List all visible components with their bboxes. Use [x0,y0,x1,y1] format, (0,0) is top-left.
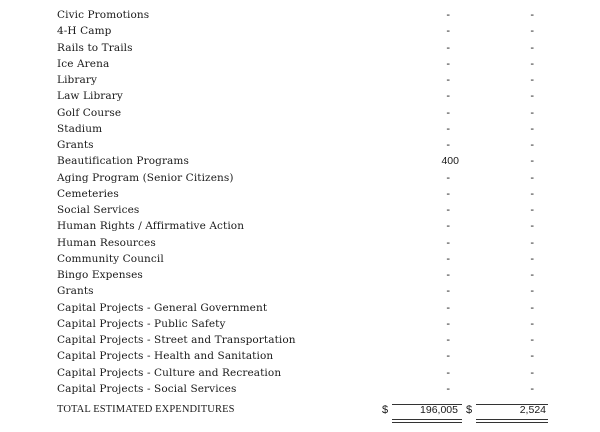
line-item-value-col2: - [530,285,534,298]
line-item-value-col2: - [530,350,534,363]
line-item-value-col1: - [446,236,450,249]
line-item-label: Capital Projects - Health and Sanitation [57,350,274,363]
line-item-value-col1: - [446,9,450,21]
line-item-value-col1: - [446,204,450,216]
line-item-value-col1: - [446,106,450,119]
line-item-value-col2: - [530,122,534,135]
table-row [0,300,600,316]
total-label: TOTAL ESTIMATED EXPENDITURES [57,404,235,415]
table-row [0,332,600,348]
table-row [0,267,600,283]
line-item-label: Library [57,74,97,86]
line-item-value-col2: - [530,9,534,21]
line-item-value-col1: - [446,187,450,200]
table-row [0,105,600,121]
line-item-value-col2: - [530,334,534,346]
line-item-label: Capital Projects - Culture and Recreation [57,366,282,379]
table-row [0,170,600,186]
line-item-value-col2: - [530,366,534,379]
line-item-value-col1: - [446,366,450,379]
line-item-value-col1: - [446,350,450,363]
line-item-label: Human Resources [57,236,156,249]
line-item-value-col1: - [446,57,450,70]
total-double-rule-col1 [392,419,462,423]
table-row [0,365,600,381]
table-row [0,283,600,299]
line-item-label: Capital Projects - Public Safety [57,317,226,330]
line-item-label: Capital Projects - Street and Transportation [57,334,296,346]
line-item-label: Law Library [57,90,123,103]
line-item-value-col1: - [446,41,450,54]
line-item-value-col2: - [530,252,534,265]
line-item-label: Social Services [57,204,140,216]
line-item-label: Civic Promotions [57,9,150,21]
table-row [0,235,600,251]
line-item-value-col1: - [446,301,450,314]
table-row [0,381,600,397]
line-item-value-col1: - [446,90,450,103]
table-row [0,88,600,104]
line-item-label: Human Rights / Affirmative Action [57,220,245,233]
line-item-value-col2: - [530,74,534,86]
table-row [0,7,600,23]
line-item-value-col2: - [530,155,534,168]
line-item-label: Ice Arena [57,57,110,70]
total-row [0,402,600,418]
table-row [0,348,600,364]
line-item-label: Capital Projects - General Government [57,301,268,314]
table-row [0,56,600,72]
line-item-value-col2: - [530,204,534,216]
line-item-label: Aging Program (Senior Citizens) [57,171,234,184]
line-item-label: Capital Projects - Social Services [57,382,237,395]
line-item-value-col2: - [530,187,534,200]
line-item-value-col1: - [446,25,450,38]
line-item-value-col2: - [530,382,534,395]
line-item-value-col2: - [530,106,534,119]
total-currency-col2: $ [466,404,473,416]
line-item-value-col1: - [446,74,450,86]
line-item-value-col1: - [446,269,450,281]
line-item-value-col1: - [446,122,450,135]
table-row [0,23,600,39]
table-row [0,137,600,153]
line-item-value-col1: - [446,317,450,330]
line-item-label: Cemeteries [57,187,119,200]
line-item-value-col1: - [446,285,450,298]
line-item-label: Stadium [57,122,103,135]
line-item-value-col1: - [446,382,450,395]
table-row [0,121,600,137]
line-item-value-col2: - [530,269,534,281]
line-item-value-col1: - [446,220,450,233]
total-value-col2: 2,524 [519,404,546,416]
total-value-col1: 196,005 [420,404,458,416]
total-double-rule-col2 [476,419,548,423]
line-item-label: Beautification Programs [57,155,189,168]
table-row [0,202,600,218]
line-item-value-col1: - [446,171,450,184]
table-row [0,251,600,267]
table-row [0,316,600,332]
line-item-value-col2: - [530,90,534,103]
line-item-value-col1: - [446,139,450,151]
table-row [0,40,600,56]
table-row [0,186,600,202]
line-item-value-col1: - [446,252,450,265]
line-item-value-col2: - [530,57,534,70]
line-item-label: Golf Course [57,106,122,119]
line-item-value-col2: - [530,41,534,54]
line-item-value-col2: - [530,301,534,314]
line-item-value-col1: 400 [441,155,459,168]
line-item-label: Rails to Trails [57,41,133,54]
table-row [0,153,600,169]
total-currency-col1: $ [382,404,389,416]
line-item-label: Community Council [57,252,164,265]
line-item-value-col2: - [530,139,534,151]
line-item-label: 4-H Camp [57,25,112,38]
line-item-value-col2: - [530,171,534,184]
line-item-label: Grants [57,285,94,298]
line-item-label: Grants [57,139,94,151]
line-item-value-col2: - [530,317,534,330]
line-item-value-col1: - [446,334,450,346]
line-item-label: Bingo Expenses [57,269,143,281]
line-item-value-col2: - [530,236,534,249]
table-row [0,72,600,88]
line-item-value-col2: - [530,220,534,233]
line-item-value-col2: - [530,25,534,38]
table-row [0,218,600,234]
